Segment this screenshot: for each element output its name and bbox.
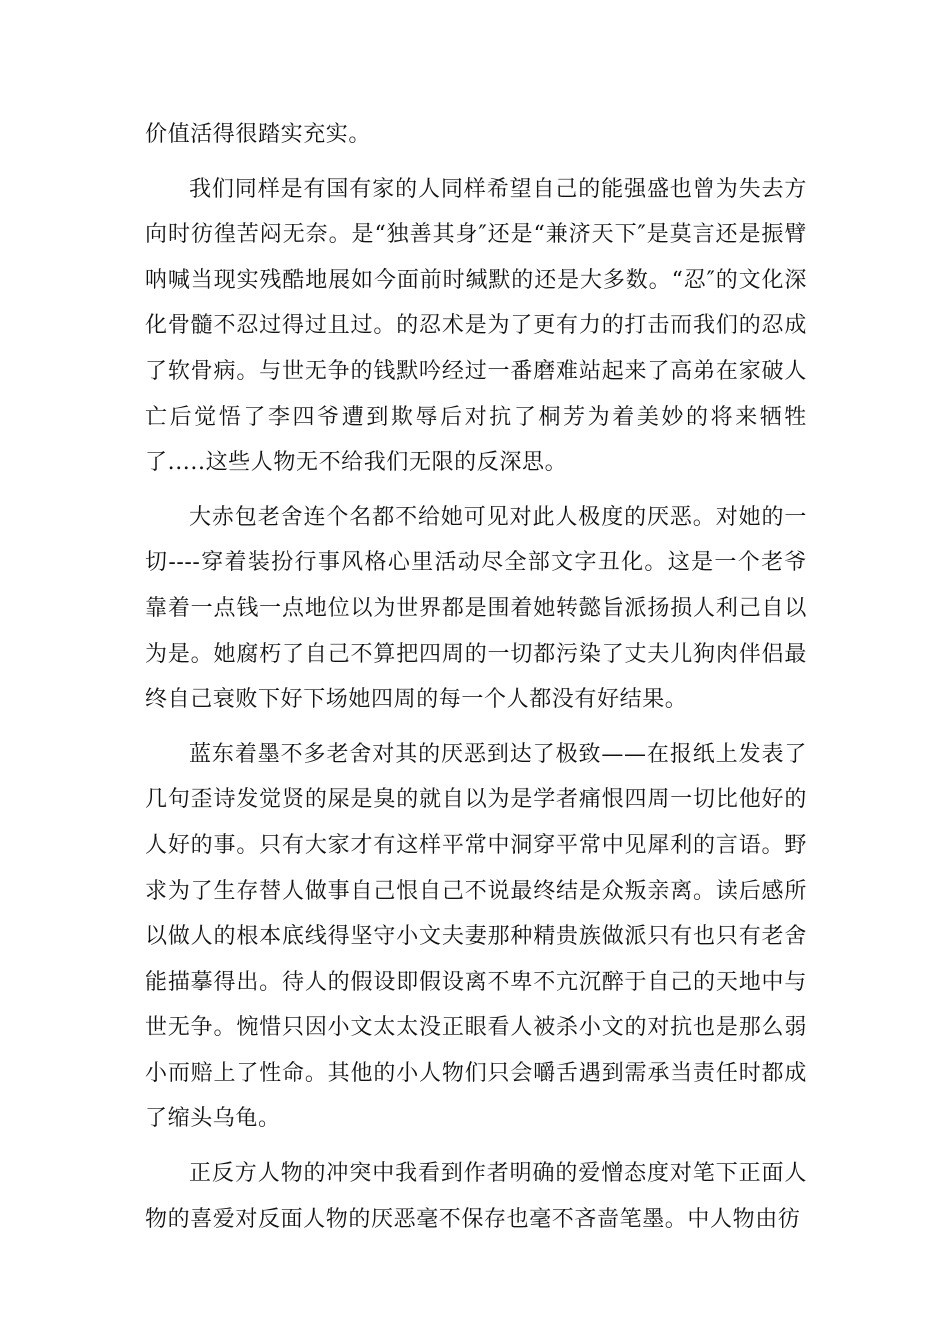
body-text (145, 112, 807, 1251)
paragraph: 我们同样是有国有家的人同样希望自己的能强盛也曾为失去方向时彷徨苦闷无奈。是“独善其身″还是“兼济天下″是莫言还是振臂呐喊当现实残酷地展如今面前时缄默的还是大多数。“忍″的文化深化骨髓不忍过得过且过。的忍术是为了更有力的打击而我们的忍成了软骨病。与世无争的钱默吟经过一番磨难站起来了高弟在家破人亡后觉悟了李四爷遭到欺辱后对抗了桐芳为着美妙的将来牺牲了.....这些人物无不给我们无限的反深思。 (145, 176, 807, 476)
paragraph: 正反方人物的冲突中我看到作者明确的爱憎态度对笔下正面人物的喜爱对反面人物的厌恶毫不保存也毫不吝啬笔墨。中人物由彷 (145, 1161, 807, 1232)
paragraph: 大赤包老舍连个名都不给她可见对此人极度的厌恶。对她的一切----穿着装扮行事风格心里活动尽全部文字丑化。这是一个老爷靠着一点钱一点地位以为世界都是围着她转懿旨派扬损人利己自以为是。她腐朽了自己不算把四周的一切都污染了丈夫儿狗肉伴侣最终自己衰败下好下场她四周的每一个人都没有好结果。 (145, 504, 807, 713)
paragraph-continuation: 价值活得很踏实充实。 (145, 122, 372, 147)
paragraph: 蓝东着墨不多老舍对其的厌恶到达了极致——在报纸上发表了几句歪诗发觉贤的屎是臭的就自以为是学者痛恨四周一切比他好的人好的事。只有大家才有这样平常中洞穿平常中见犀利的言语。野求为了生存替人做事自己恨自己不说最终结是众叛亲离。读后感所以做人的根本底线得坚守小文夫妻那种精贵族做派只有也只有老舍能描摹得出。待人的假设即假设离不卑不亢沉醉于自己的天地中与世无争。惋惜只因小文太太没正眼看人被杀小文的对抗也是那么弱小而赔上了性命。其他的小人物们只会嚼舌遇到需承当责任时都成了缩头乌龟。 (145, 741, 807, 1132)
